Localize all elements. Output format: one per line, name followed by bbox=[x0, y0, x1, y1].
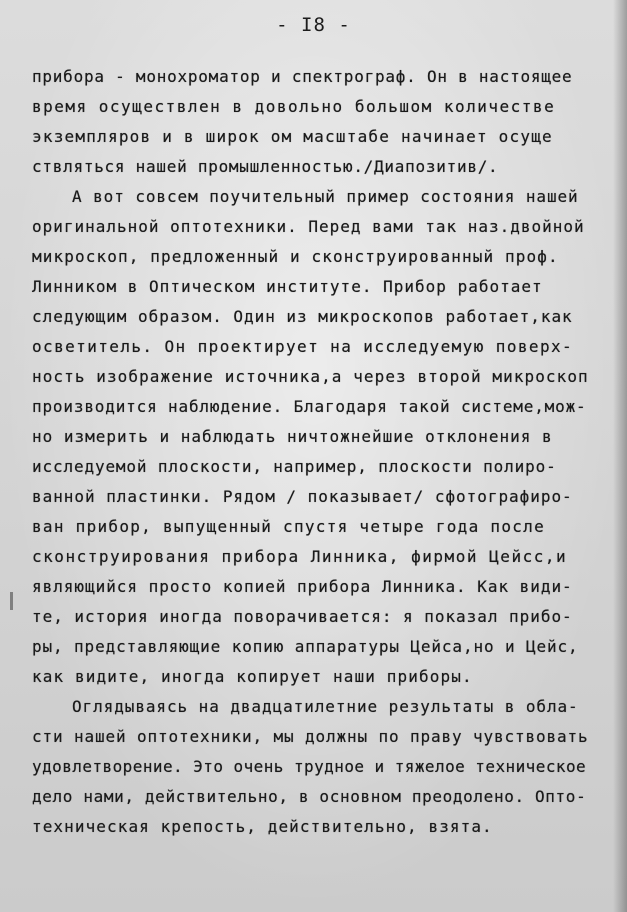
text-line: ванной пластинки. Рядом / показывает/ сфотографиро- bbox=[32, 487, 573, 506]
text-line: исследуемой плоскости, например, плоскости полиро- bbox=[32, 457, 557, 476]
text-line: ры, представляющие копию аппаратуры Цейса,но и Цейс, bbox=[32, 637, 579, 656]
text-line: осветитель. Он проектирует на исследуемую поверх- bbox=[32, 337, 574, 356]
text-line: являющийся просто копией прибора Линника. Как види- bbox=[32, 577, 573, 596]
page-number: - I8 - bbox=[276, 14, 351, 36]
text-line: ван прибор, выпущенный спустя четыре года после bbox=[32, 517, 545, 536]
text-line: дело нами, действительно, в основном преодолено. Опто- bbox=[32, 787, 587, 806]
text-line: но измерить и наблюдать ничтожнейшие отклонения в bbox=[32, 427, 553, 446]
text-line: следующим образом. Один из микроскопов работает,как bbox=[32, 307, 573, 326]
margin-mark bbox=[10, 592, 13, 610]
text-line: прибора - монохроматор и спектрограф. Он в настоящее bbox=[32, 67, 573, 86]
text-line: А вот совсем поучительный пример состояния нашей bbox=[72, 187, 579, 206]
text-line: техническая крепость, действительно, взята. bbox=[32, 817, 493, 836]
text-line: экземпляров и в широк ом масштабе начинает осуще bbox=[32, 127, 553, 146]
text-line: сти нашей оптотехники, мы должны по праву чувствовать bbox=[32, 727, 589, 746]
text-line: ность изображение источника,а через второй микроскоп bbox=[32, 367, 589, 386]
text-line: ствляться нашей промышленностью./Диапозитив/. bbox=[32, 157, 499, 176]
text-line: как видите, иногда копирует наши приборы. bbox=[32, 667, 473, 686]
text-line: сконструирования прибора Линника, фирмой Цейсс,и bbox=[32, 547, 568, 566]
text-line: оригинальной оптотехники. Перед вами так наз.двойной bbox=[32, 217, 585, 236]
text-line: Оглядываясь на двадцатилетние результаты в обла- bbox=[72, 697, 579, 716]
text-line: Линником в Оптическом институте. Прибор работает bbox=[32, 277, 543, 296]
text-line: производится наблюдение. Благодаря такой системе,мож- bbox=[32, 397, 587, 416]
text-line: микроскоп, предложенный и сконструированный проф. bbox=[32, 247, 559, 266]
text-line: удовлетворение. Это очень трудное и тяжелое техническое bbox=[32, 757, 587, 776]
text-line: время осуществлен в довольно большом количестве bbox=[32, 97, 556, 116]
text-line: те, история иногда поворачивается: я показал прибо- bbox=[32, 607, 573, 626]
page-edge-shadow bbox=[613, 0, 627, 912]
